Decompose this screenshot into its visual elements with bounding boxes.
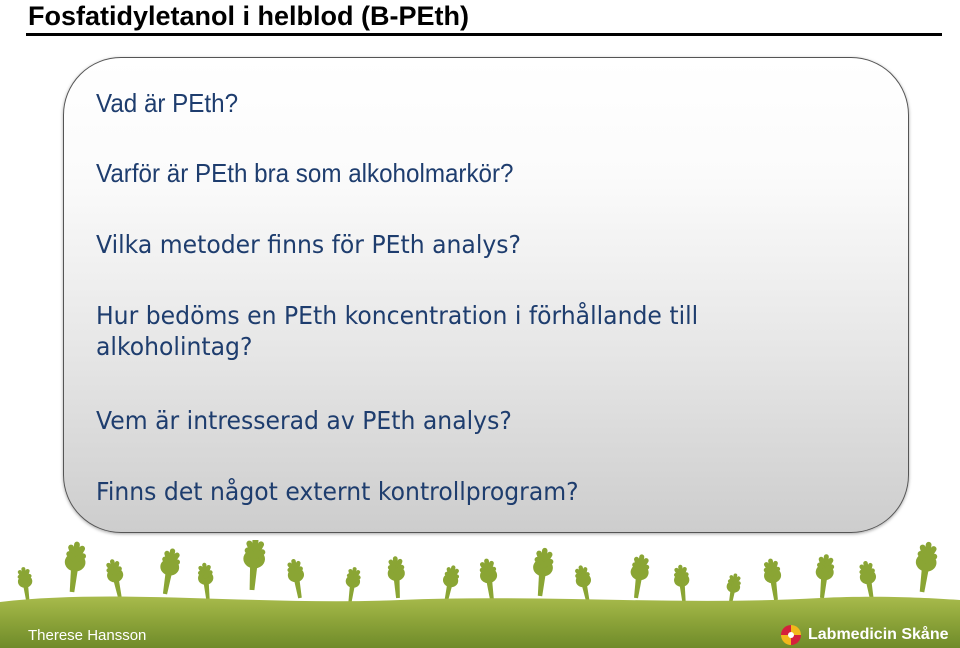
labmedicin-logo-icon <box>780 624 802 646</box>
question-6: Finns det något externt kontrollprogram? <box>96 477 579 506</box>
footer-logo <box>780 622 949 648</box>
title-underline <box>26 33 942 36</box>
question-1: Vad är PEth? <box>96 88 239 118</box>
question-panel <box>63 57 909 533</box>
question-4: Hur bedöms en PEth koncentration i förhållande till alkoholintag? <box>96 301 699 361</box>
footer-author: Therese Hansson <box>28 627 147 644</box>
question-5: Vem är intresserad av PEth analys? <box>96 406 512 435</box>
question-3: Vilka metoder finns för PEth analys? <box>96 230 522 259</box>
slide-title: Fosfatidyletanol i helblod (B-PEth) <box>28 1 469 31</box>
footer-logo-text: Labmedicin Skåne <box>808 626 949 643</box>
question-2: Varför är PEth bra som alkoholmarkör? <box>96 158 514 188</box>
